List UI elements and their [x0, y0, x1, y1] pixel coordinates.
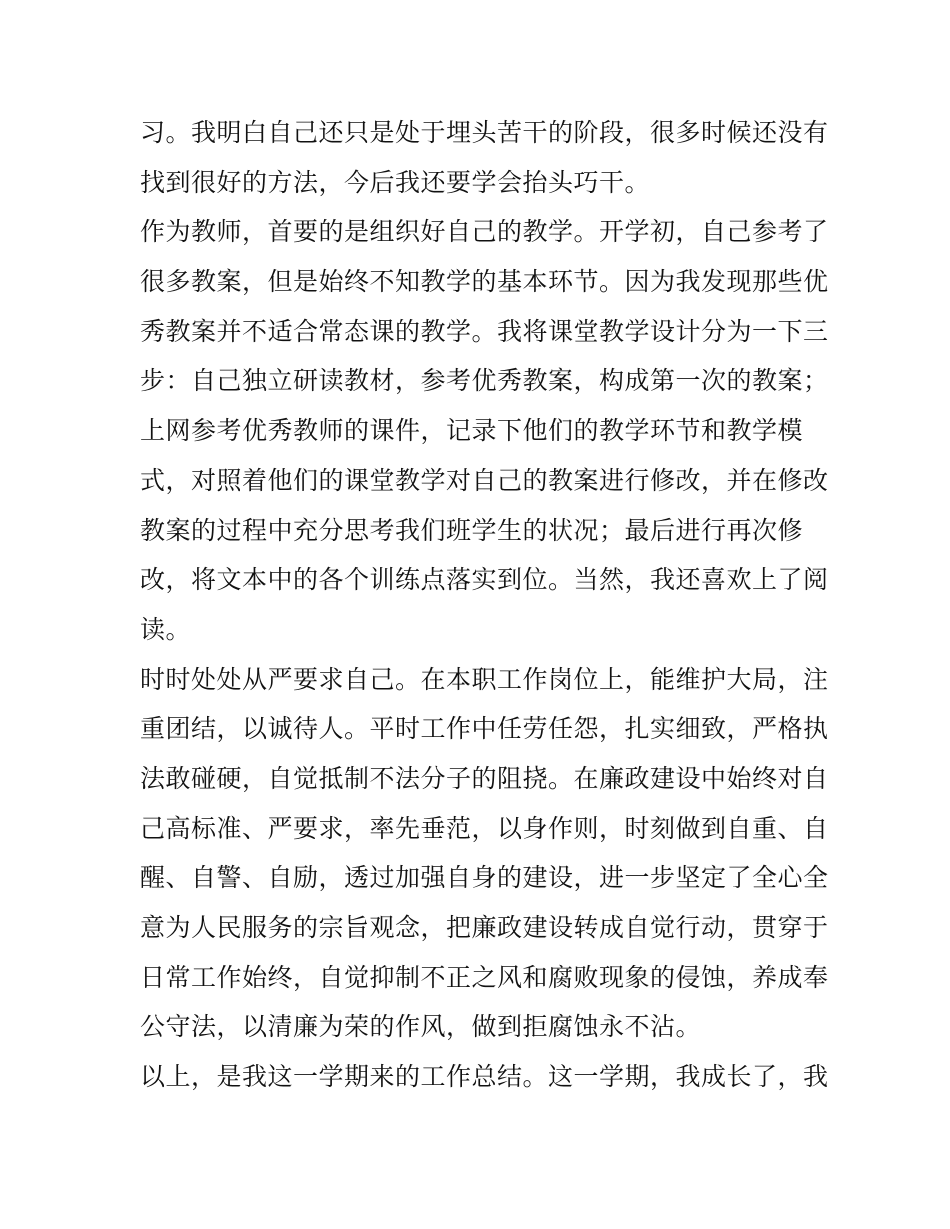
text-line: 作为教师，首要的是组织好自己的教学。开学初，自己参考了: [140, 217, 829, 247]
document-body: [140, 108, 829, 1102]
text-line: 改，将文本中的各个训练点落实到位。当然，我还喜欢上了阅: [140, 565, 829, 595]
text-line: 式，对照着他们的课堂教学对自己的教案进行修改，并在修改: [140, 465, 829, 495]
text-line: 日常工作始终，自觉抑制不正之风和腐败现象的侵蚀，养成奉: [140, 962, 829, 992]
text-line: 步：自己独立研读教材，参考优秀教案，构成第一次的教案；: [140, 366, 829, 396]
text-line: 醒、自警、自励，透过加强自身的建设，进一步坚定了全心全: [140, 863, 829, 893]
text-line: 重团结，以诚待人。平时工作中任劳任怨，扎实细致，严格执: [140, 714, 829, 744]
text-line: 秀教案并不适合常态课的教学。我将课堂教学设计分为一下三: [140, 316, 829, 346]
text-line: 上网参考优秀教师的课件，记录下他们的教学环节和教学模: [140, 416, 804, 446]
text-line: 以上，是我这一学期来的工作总结。这一学期，我成长了，我: [140, 1062, 829, 1092]
text-line: 时时处处从严要求自己。在本职工作岗位上，能维护大局，注: [140, 664, 829, 694]
text-line: 教案的过程中充分思考我们班学生的状况；最后进行再次修: [140, 515, 804, 545]
text-line: 找到很好的方法，今后我还要学会抬头巧干。: [140, 167, 651, 197]
text-line: 读。: [140, 614, 192, 644]
text-line: 法敢碰硬，自觉抵制不法分子的阻挠。在廉政建设中始终对自: [140, 763, 829, 793]
text-line: 己高标准、严要求，率先垂范，以身作则，时刻做到自重、自: [140, 813, 829, 843]
text-line: 很多教案，但是始终不知教学的基本环节。因为我发现那些优: [140, 267, 829, 297]
text-line: 习。我明白自己还只是处于埋头苦干的阶段，很多时候还没有: [140, 118, 829, 147]
text-line: 公守法，以清廉为荣的作风，做到拒腐蚀永不沾。: [140, 1012, 702, 1042]
text-line: 意为人民服务的宗旨观念，把廉政建设转成自觉行动，贯穿于: [140, 913, 829, 942]
